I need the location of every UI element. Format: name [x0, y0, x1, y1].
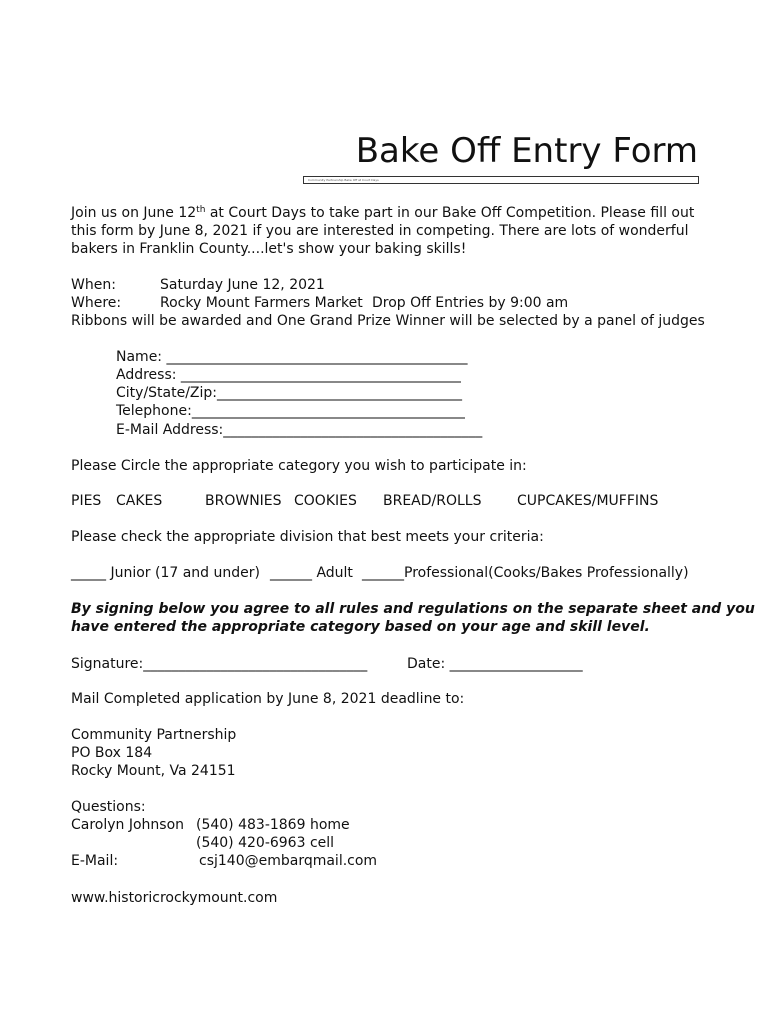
when-value: Saturday June 12, 2021 — [160, 277, 325, 293]
agreement-line-1: By signing below you agree to all rules and regulations on the separate sheet and you — [71, 601, 755, 617]
dropoff-text: Drop Off Entries by 9:00 am — [372, 295, 569, 311]
division-junior[interactable]: _____ Junior (17 and under) — [71, 565, 260, 581]
where-label: Where: — [71, 295, 122, 311]
intro-line-1-post: at Court Days to take part in our Bake Off Competition. Please fill out — [205, 205, 695, 221]
city-state-zip-field[interactable]: City/State/Zip:___________________________________ — [116, 385, 463, 401]
intro-line-1 — [71, 204, 701, 222]
category-pies[interactable]: PIES — [71, 493, 102, 509]
contact-phone-home: (540) 483-1869 home — [196, 817, 350, 833]
website-link[interactable]: www.historicrockymount.com — [71, 890, 278, 906]
mail-prompt: Mail Completed application by June 8, 2021 deadline to: — [71, 691, 465, 707]
division-professional[interactable]: ______Professional(Cooks/Bakes Professionally) — [362, 565, 689, 581]
category-cupcakes-muffins[interactable]: CUPCAKES/MUFFINS — [517, 493, 659, 509]
address-line-1: Community Partnership — [71, 727, 237, 743]
where-value: Rocky Mount Farmers Market — [160, 295, 363, 311]
signature-field[interactable]: Signature:________________________________ — [71, 656, 368, 672]
intro-line-3: bakers in Franklin County....let's show your baking skills! — [71, 241, 467, 257]
address-line-2: PO Box 184 — [71, 745, 153, 761]
division-adult[interactable]: ______ Adult — [270, 565, 353, 581]
telephone-field[interactable]: Telephone:_______________________________________ — [116, 403, 465, 419]
email-field[interactable]: E-Mail Address:_____________________________________ — [116, 422, 483, 438]
address-field[interactable]: Address: ________________________________________ — [116, 367, 461, 383]
when-label: When: — [71, 277, 116, 293]
category-bread-rolls[interactable]: BREAD/ROLLS — [383, 493, 482, 509]
contact-phone-cell: (540) 420-6963 cell — [196, 835, 335, 851]
category-brownies[interactable]: BROWNIES — [205, 493, 282, 509]
date-field[interactable]: Date: ___________________ — [407, 656, 583, 672]
contact-email-label: E-Mail: — [71, 853, 119, 869]
contact-name: Carolyn Johnson — [71, 817, 185, 833]
agreement-line-2: have entered the appropriate category based on your age and skill level. — [71, 619, 650, 635]
form-title: Bake Off Entry Form — [355, 131, 698, 171]
title-subtitle-bar — [303, 176, 699, 184]
name-field[interactable]: Name: ___________________________________________ — [116, 349, 468, 365]
category-prompt: Please Circle the appropriate category you wish to participate in: — [71, 458, 527, 474]
ribbons-text: Ribbons will be awarded and One Grand Prize Winner will be selected by a panel of judges — [71, 313, 705, 329]
category-cakes[interactable]: CAKES — [116, 493, 163, 509]
intro-line-2: this form by June 8, 2021 if you are interested in competing. There are lots of wonderful — [71, 223, 689, 239]
contact-email-link[interactable]: csj140@embarqmail.com — [199, 853, 378, 869]
subtitle-bar-text: Community Partnership Bake Off at Court Days — [308, 178, 379, 182]
questions-label: Questions: — [71, 799, 146, 815]
division-prompt: Please check the appropriate division that best meets your criteria: — [71, 529, 544, 545]
category-cookies[interactable]: COOKIES — [294, 493, 357, 509]
intro-superscript: th — [196, 205, 206, 215]
intro-line-1-pre: Join us on June 12 — [71, 205, 197, 221]
address-line-3: Rocky Mount, Va 24151 — [71, 763, 236, 779]
